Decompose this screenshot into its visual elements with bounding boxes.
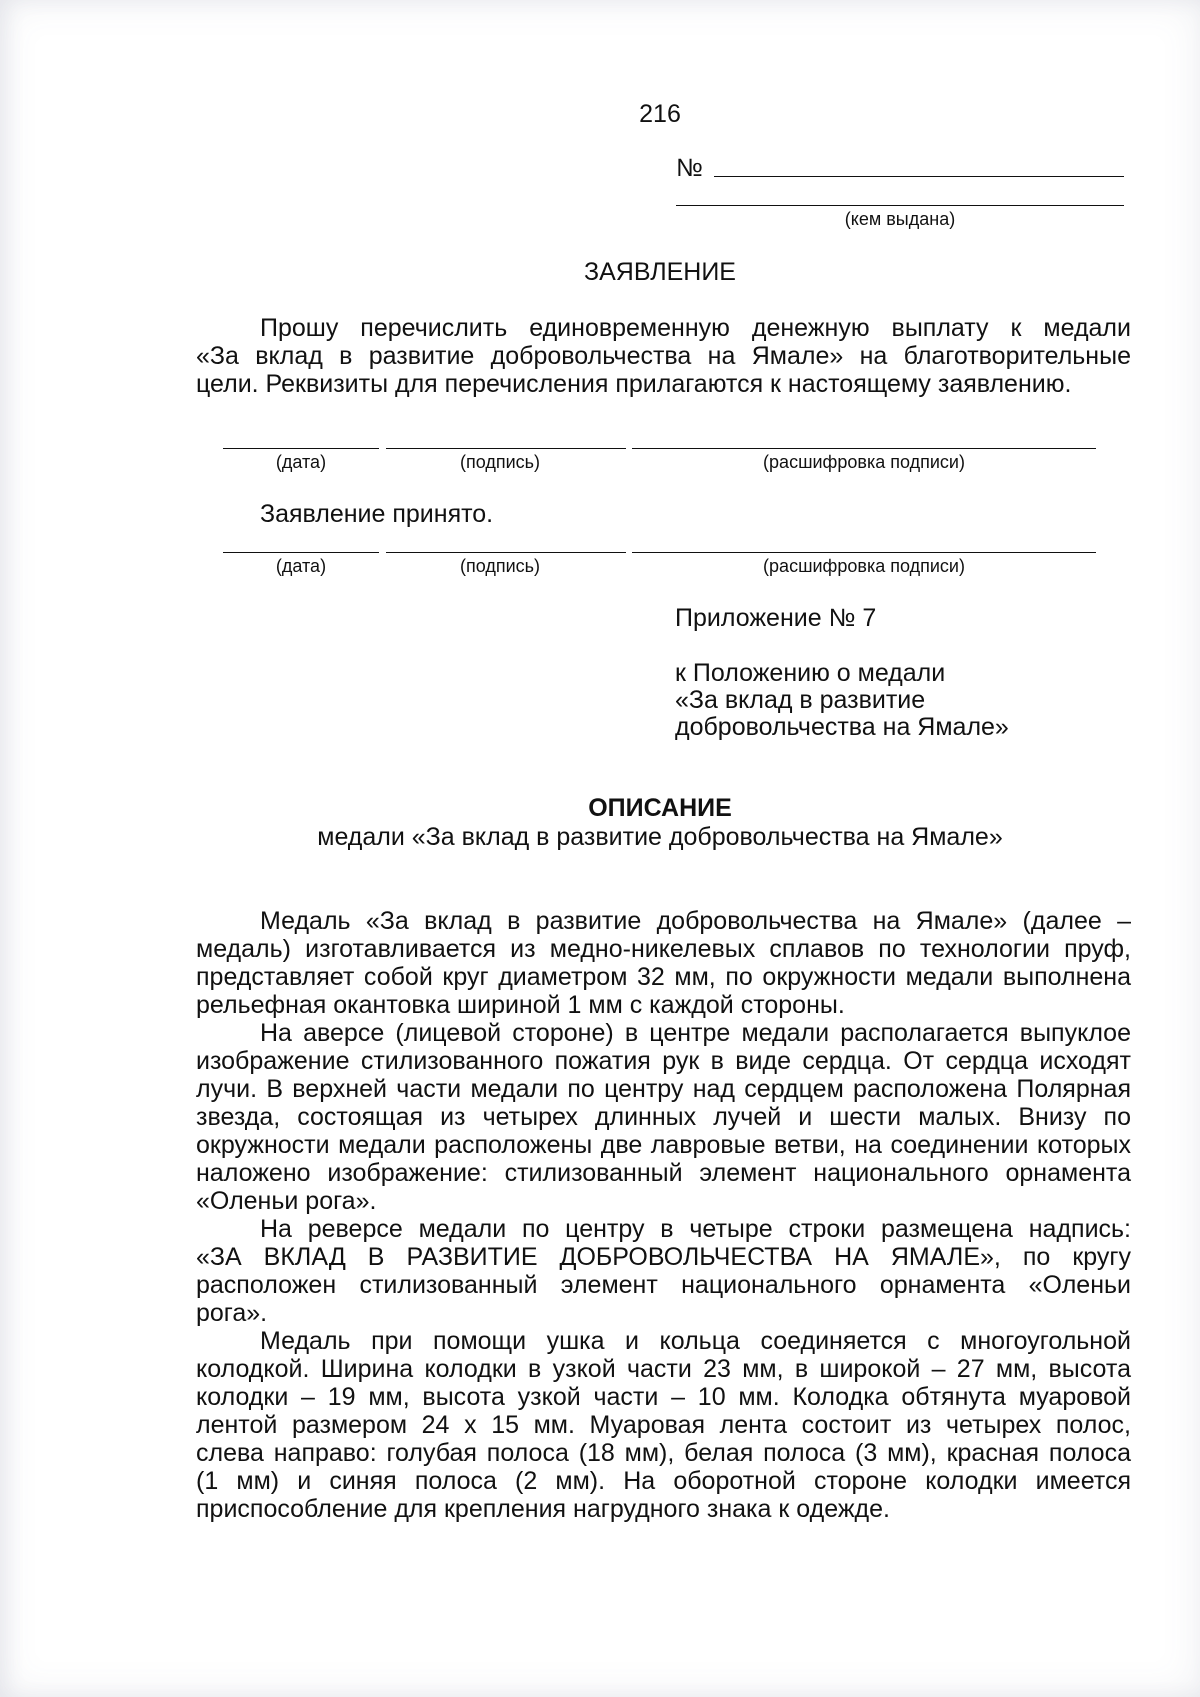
- paragraph-line: приспособление для крепления нагрудного знака к одежде.: [196, 1495, 890, 1523]
- document-number-line: [714, 176, 1124, 177]
- issuer-line: [676, 205, 1124, 206]
- signature-line: [386, 448, 626, 449]
- date-line: [223, 448, 379, 449]
- paragraph-line: звезда, состоящая из четырех длинных лучей и шести малых. Внизу по: [196, 1103, 1131, 1131]
- paragraph-line: окружности медали расположены две лавровые ветви, на соединении которых: [196, 1131, 1131, 1159]
- paragraph-line: колодкой. Ширина колодки в узкой части 23 мм, в широкой – 27 мм, высота: [196, 1355, 1131, 1383]
- appendix-reference: [675, 660, 1009, 741]
- paragraph-line: рельефная окантовка шириной 1 мм с каждой стороны.: [196, 991, 845, 1019]
- date-caption: (дата): [275, 556, 327, 576]
- paragraph-line: На реверсе медали по центру в четыре строки размещена надпись:: [260, 1215, 1131, 1243]
- paragraph-line: наложено изображение: стилизованный элемент национального орнамента: [196, 1159, 1131, 1187]
- description-paragraph: [196, 1215, 1131, 1327]
- paragraph-line: колодки – 19 мм, высота узкой части – 10 мм. Колодка обтянута муаровой: [196, 1383, 1131, 1411]
- date-caption: (дата): [275, 452, 327, 472]
- page-number: 216: [639, 100, 681, 128]
- application-line: Прошу перечислить единовременную денежную выплату к медали: [260, 314, 1131, 342]
- description-paragraph: [196, 907, 1131, 1019]
- decryption-line: [632, 448, 1096, 449]
- issuer-caption: (кем выдана): [844, 209, 956, 229]
- signature-caption: (подпись): [459, 556, 541, 576]
- description-paragraph: [196, 1019, 1131, 1215]
- decryption-caption: (расшифровка подписи): [763, 452, 965, 472]
- decryption-caption: (расшифровка подписи): [763, 556, 965, 576]
- paragraph-line: лучи. В верхней части медали по центру над сердцем расположена Полярная: [196, 1075, 1131, 1103]
- paragraph-line: лентой размером 24 х 15 мм. Муаровая лента состоит из четырех полос,: [196, 1411, 1131, 1439]
- accepted-text: Заявление принято.: [260, 500, 494, 528]
- document-number-label: №: [676, 154, 703, 182]
- paragraph-line: представляет собой круг диаметром 32 мм, по окружности медали выполнена: [196, 963, 1131, 991]
- paragraph-line: изображение стилизованного пожатия рук в виде сердца. От сердца исходят: [196, 1047, 1131, 1075]
- application-title: ЗАЯВЛЕНИЕ: [583, 258, 736, 286]
- paragraph-line: расположен стилизованный элемент национального орнамента «Оленьи: [196, 1271, 1131, 1299]
- appendix-number: Приложение № 7: [675, 604, 877, 632]
- appendix-reference-line: добровольчества на Ямале»: [675, 713, 1009, 741]
- appendix-reference-line: «За вклад в развитие: [675, 686, 926, 714]
- description-title: ОПИСАНИЕ: [588, 794, 732, 822]
- paragraph-line: Медаль при помощи ушка и кольца соединяется с многоугольной: [260, 1327, 1131, 1355]
- application-line: «За вклад в развитие добровольчества на Ямале» на благотворительные: [196, 342, 1131, 370]
- application-body: [196, 314, 1131, 398]
- description-subtitle: медали «За вклад в развитие добровольчества на Ямале»: [317, 823, 1003, 851]
- signature-caption: (подпись): [459, 452, 541, 472]
- signature-line: [386, 552, 626, 553]
- paragraph-line: На аверсе (лицевой стороне) в центре медали располагается выпуклое: [260, 1019, 1131, 1047]
- paragraph-line: «Оленьи рога».: [196, 1187, 377, 1215]
- paragraph-line: медаль) изготавливается из медно-никелевых сплавов по технологии пруф,: [196, 935, 1131, 963]
- appendix-reference-line: к Положению о медали: [675, 659, 946, 687]
- paragraph-line: Медаль «За вклад в развитие добровольчества на Ямале» (далее –: [260, 907, 1131, 935]
- paragraph-line: рога».: [196, 1299, 268, 1327]
- paragraph-line: (1 мм) и синяя полоса (2 мм). На оборотной стороне колодки имеется: [196, 1467, 1131, 1495]
- application-line: цели. Реквизиты для перечисления прилагаются к настоящему заявлению.: [196, 370, 1072, 398]
- description-paragraph: [196, 1327, 1131, 1523]
- date-line: [223, 552, 379, 553]
- paragraph-line: слева направо: голубая полоса (18 мм), белая полоса (3 мм), красная полоса: [196, 1439, 1131, 1467]
- paragraph-line: «ЗА ВКЛАД В РАЗВИТИЕ ДОБРОВОЛЬЧЕСТВА НА ЯМАЛЕ», по кругу: [196, 1243, 1131, 1271]
- decryption-line: [632, 552, 1096, 553]
